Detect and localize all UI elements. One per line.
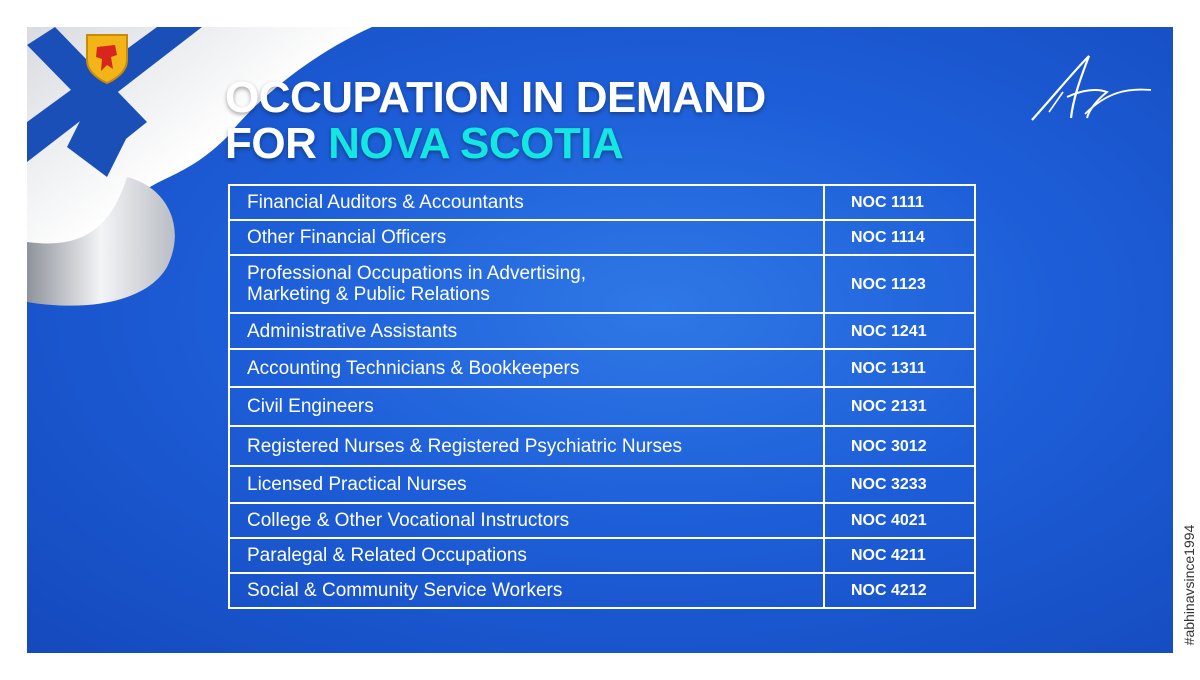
occupation-name: Other Financial Officers [229,220,824,255]
abhinav-logo-icon [1027,52,1157,127]
hashtag-text [1178,512,1200,657]
occupation-name: Administrative Assistants [229,313,824,349]
title-line-1: OCCUPATION IN DEMAND [225,73,766,122]
noc-code: NOC 4211 [824,538,975,573]
occupation-name: Financial Auditors & Accountants [229,185,824,220]
occupation-name: Civil Engineers [229,387,824,426]
table-row [229,349,975,387]
page-title [225,75,766,167]
poster [27,27,1173,653]
table-row [229,387,975,426]
noc-code: NOC 4212 [824,573,975,608]
table-row [229,538,975,573]
occupation-name: Paralegal & Related Occupations [229,538,824,573]
table-row [229,313,975,349]
noc-code: NOC 1123 [824,255,975,313]
table-row [229,466,975,503]
noc-code: NOC 1241 [824,313,975,349]
noc-code: NOC 1111 [824,185,975,220]
table-row [229,255,975,313]
title-prefix: FOR [225,119,329,168]
occupation-name: Accounting Technicians & Bookkeepers [229,349,824,387]
table-row [229,220,975,255]
occupation-table [228,184,976,609]
table-row [229,573,975,608]
occupation-name: College & Other Vocational Instructors [229,503,824,538]
title-line-2 [225,121,766,167]
hashtag-label: #abhinavsince1994 [1181,524,1197,645]
noc-code: NOC 1311 [824,349,975,387]
noc-code: NOC 3233 [824,466,975,503]
table-row [229,426,975,466]
table-row [229,503,975,538]
noc-code: NOC 4021 [824,503,975,538]
noc-code: NOC 1114 [824,220,975,255]
occupation-name: Licensed Practical Nurses [229,466,824,503]
occupation-name: Social & Community Service Workers [229,573,824,608]
table-row [229,185,975,220]
occupation-name: Professional Occupations in Advertising, Marketing & Public Relations [229,255,824,313]
title-accent: NOVA SCOTIA [328,119,624,168]
noc-code: NOC 3012 [824,426,975,466]
occupation-name: Registered Nurses & Registered Psychiatric Nurses [229,426,824,466]
noc-code: NOC 2131 [824,387,975,426]
